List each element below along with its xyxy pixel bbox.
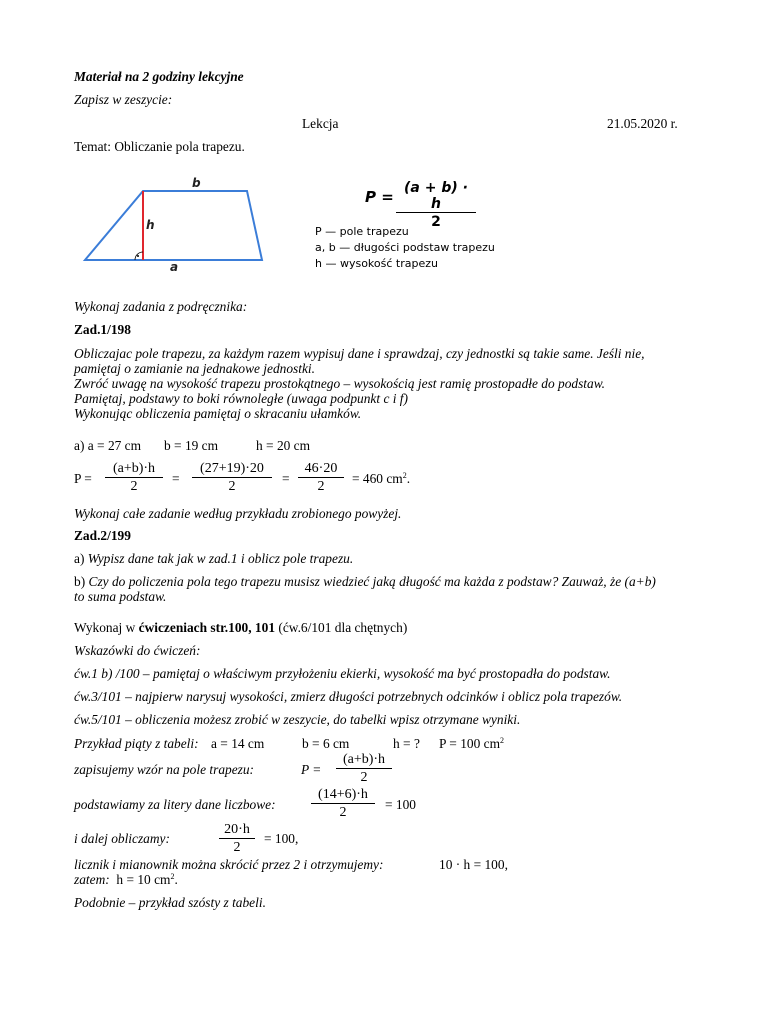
example-b: b = 19 cm xyxy=(164,438,219,453)
hint-item: ćw.3/101 – najpierw narysuj wysokości, zmierz długości potrzebnych odcinków i oblicz pola trapezów. xyxy=(74,689,623,704)
fraction-numerator: (14+6)·h xyxy=(311,787,375,804)
fraction-denominator: 2 xyxy=(233,840,241,855)
task1-line: Zwróć uwagę na wysokość trapezu prostokątnego – wysokością jest ramię prostopadłe do podstaw. xyxy=(74,376,606,391)
ex5-b: b = 6 cm xyxy=(302,736,350,751)
label-a: a xyxy=(170,260,179,272)
formula-fraction xyxy=(396,180,476,230)
exercises-pre: Wykonaj w xyxy=(74,620,139,635)
ex5-p-exponent: 2 xyxy=(500,736,504,745)
task2-b-cont: to suma podstaw. xyxy=(74,589,167,604)
task1-title: Zad.1/198 xyxy=(74,322,131,337)
fraction-denominator: 2 xyxy=(228,479,236,494)
lesson-label: Lekcja xyxy=(302,116,339,131)
task1-line: Obliczajac pole trapezu, za każdym razem wypisuj dane i sprawdzaj, czy jednostki są takie same. Jeśli nie, xyxy=(74,346,645,361)
step2-label: podstawiamy za litery dane liczbowe: xyxy=(74,797,276,812)
step1-fraction xyxy=(336,752,392,786)
fraction-numerator: (a+b)·h xyxy=(105,461,163,478)
example-fraction-3 xyxy=(298,461,344,495)
task1-outro: Wykonaj całe zadanie według przykładu zrobionego powyżej. xyxy=(74,506,402,521)
label-b: b xyxy=(192,176,201,190)
note-write: Zapisz w zeszycie: xyxy=(74,92,173,107)
task2-title: Zad.2/199 xyxy=(74,528,131,543)
task2-a-prefix: a) xyxy=(74,551,88,566)
trapezoid-diagram xyxy=(80,172,280,272)
hint-item: ćw.5/101 – obliczenia możesz zrobić w zeszycie, do tabelki wpisz otrzymane wyniki. xyxy=(74,712,521,727)
result-unit-exponent: 2 xyxy=(402,471,407,480)
task1-line: Wykonując obliczenia pamiętaj o skracaniu ułamków. xyxy=(74,406,362,421)
exercises-line xyxy=(74,620,407,635)
step2-fraction xyxy=(311,787,375,821)
step2-equals: = 100 xyxy=(385,797,416,812)
tasks-intro: Wykonaj zadania z podręcznika: xyxy=(74,299,248,314)
example-h: h = 20 cm xyxy=(256,438,311,453)
exercises-pages: ćwiczeniach str.100, 101 xyxy=(138,620,276,635)
step6: Podobnie – przykład szósty z tabeli. xyxy=(74,895,266,910)
task2-b-text: Czy do policzenia pola tego trapezu musisz wiedzieć jaką długość ma każda z podstaw? Zauważ, że (a+b) xyxy=(88,574,656,589)
trapezoid-shape xyxy=(85,191,262,260)
example-fraction-2 xyxy=(192,461,272,495)
task2-b xyxy=(74,574,656,589)
ex5-p xyxy=(439,736,504,751)
task2-b-prefix: b) xyxy=(74,574,89,589)
equals-sign: = xyxy=(172,471,180,486)
ex5-a: a = 14 cm xyxy=(211,736,265,751)
fraction-denominator: 2 xyxy=(317,479,325,494)
step1-label: zapisujemy wzór na pole trapezu: xyxy=(74,762,255,777)
fraction-denominator: 2 xyxy=(130,479,138,494)
hint-item: ćw.1 b) /100 – pamiętaj o właściwym przyłożeniu ekierki, wysokość ma być prostopadła do podstaw. xyxy=(74,666,611,681)
step5-end: . xyxy=(174,872,178,887)
step1-p: P = xyxy=(301,762,322,777)
step5-value: h = 10 cm xyxy=(116,872,171,887)
label-h: h xyxy=(146,218,155,232)
ex5-h: h = ? xyxy=(393,736,420,751)
fraction-denominator: 2 xyxy=(339,805,347,820)
ex5-label: Przykład piąty z tabeli: xyxy=(74,736,199,751)
step4-label: licznik i mianownik można skrócić przez 2 i otrzymujemy: xyxy=(74,857,384,872)
task1-line: pamiętaj o zamianie na jednakowe jednostki. xyxy=(74,361,315,376)
example-fraction-1 xyxy=(105,461,163,495)
task2-a-text: Wypisz dane tak jak w zad.1 i oblicz pole trapezu. xyxy=(87,551,354,566)
legend-item: a, b — długości podstaw trapezu xyxy=(315,241,495,254)
formula-lhs: P = xyxy=(365,188,394,206)
step4-equation: 10 · h = 100, xyxy=(439,857,508,872)
step5-label: zatem: xyxy=(74,872,110,887)
result-end: . xyxy=(406,471,411,486)
example-a: a) a = 27 cm xyxy=(74,438,142,453)
lesson-topic: Temat: Obliczanie pola trapezu. xyxy=(74,139,245,154)
step5 xyxy=(74,872,178,887)
fraction-numerator: (27+19)·20 xyxy=(192,461,272,478)
ex5-p-value: P = 100 cm xyxy=(439,736,500,751)
fraction-denominator: 2 xyxy=(360,770,368,785)
legend-item: h — wysokość trapezu xyxy=(315,257,438,270)
step3-label: i dalej obliczamy: xyxy=(74,831,170,846)
result-value: = 460 cm xyxy=(352,471,403,486)
example-p-label: P = xyxy=(74,471,92,486)
hints-title: Wskazówki do ćwiczeń: xyxy=(74,643,201,658)
formula-denominator: 2 xyxy=(431,214,441,230)
step3-fraction xyxy=(219,822,255,856)
task2-a xyxy=(74,551,353,566)
lesson-date: 21.05.2020 r. xyxy=(607,116,678,131)
exercises-post: (ćw.6/101 dla chętnych) xyxy=(275,620,408,635)
step5-exponent: 2 xyxy=(170,872,175,881)
fraction-numerator: 46·20 xyxy=(298,461,344,478)
equals-sign: = xyxy=(282,471,290,486)
step3-equals: = 100, xyxy=(264,831,299,846)
formula-numerator: (a + b) · h xyxy=(396,180,476,213)
doc-title: Materiał na 2 godziny lekcyjne xyxy=(74,69,244,84)
formula-legend xyxy=(315,224,495,272)
fraction-numerator: 20·h xyxy=(219,822,255,839)
example-result xyxy=(352,471,410,486)
task1-line: Pamiętaj, podstawy to boki równoległe (uwaga podpunkt c i f) xyxy=(74,391,408,406)
legend-item: P — pole trapezu xyxy=(315,225,409,238)
fraction-numerator: (a+b)·h xyxy=(336,752,392,769)
right-angle-dot xyxy=(137,255,139,257)
